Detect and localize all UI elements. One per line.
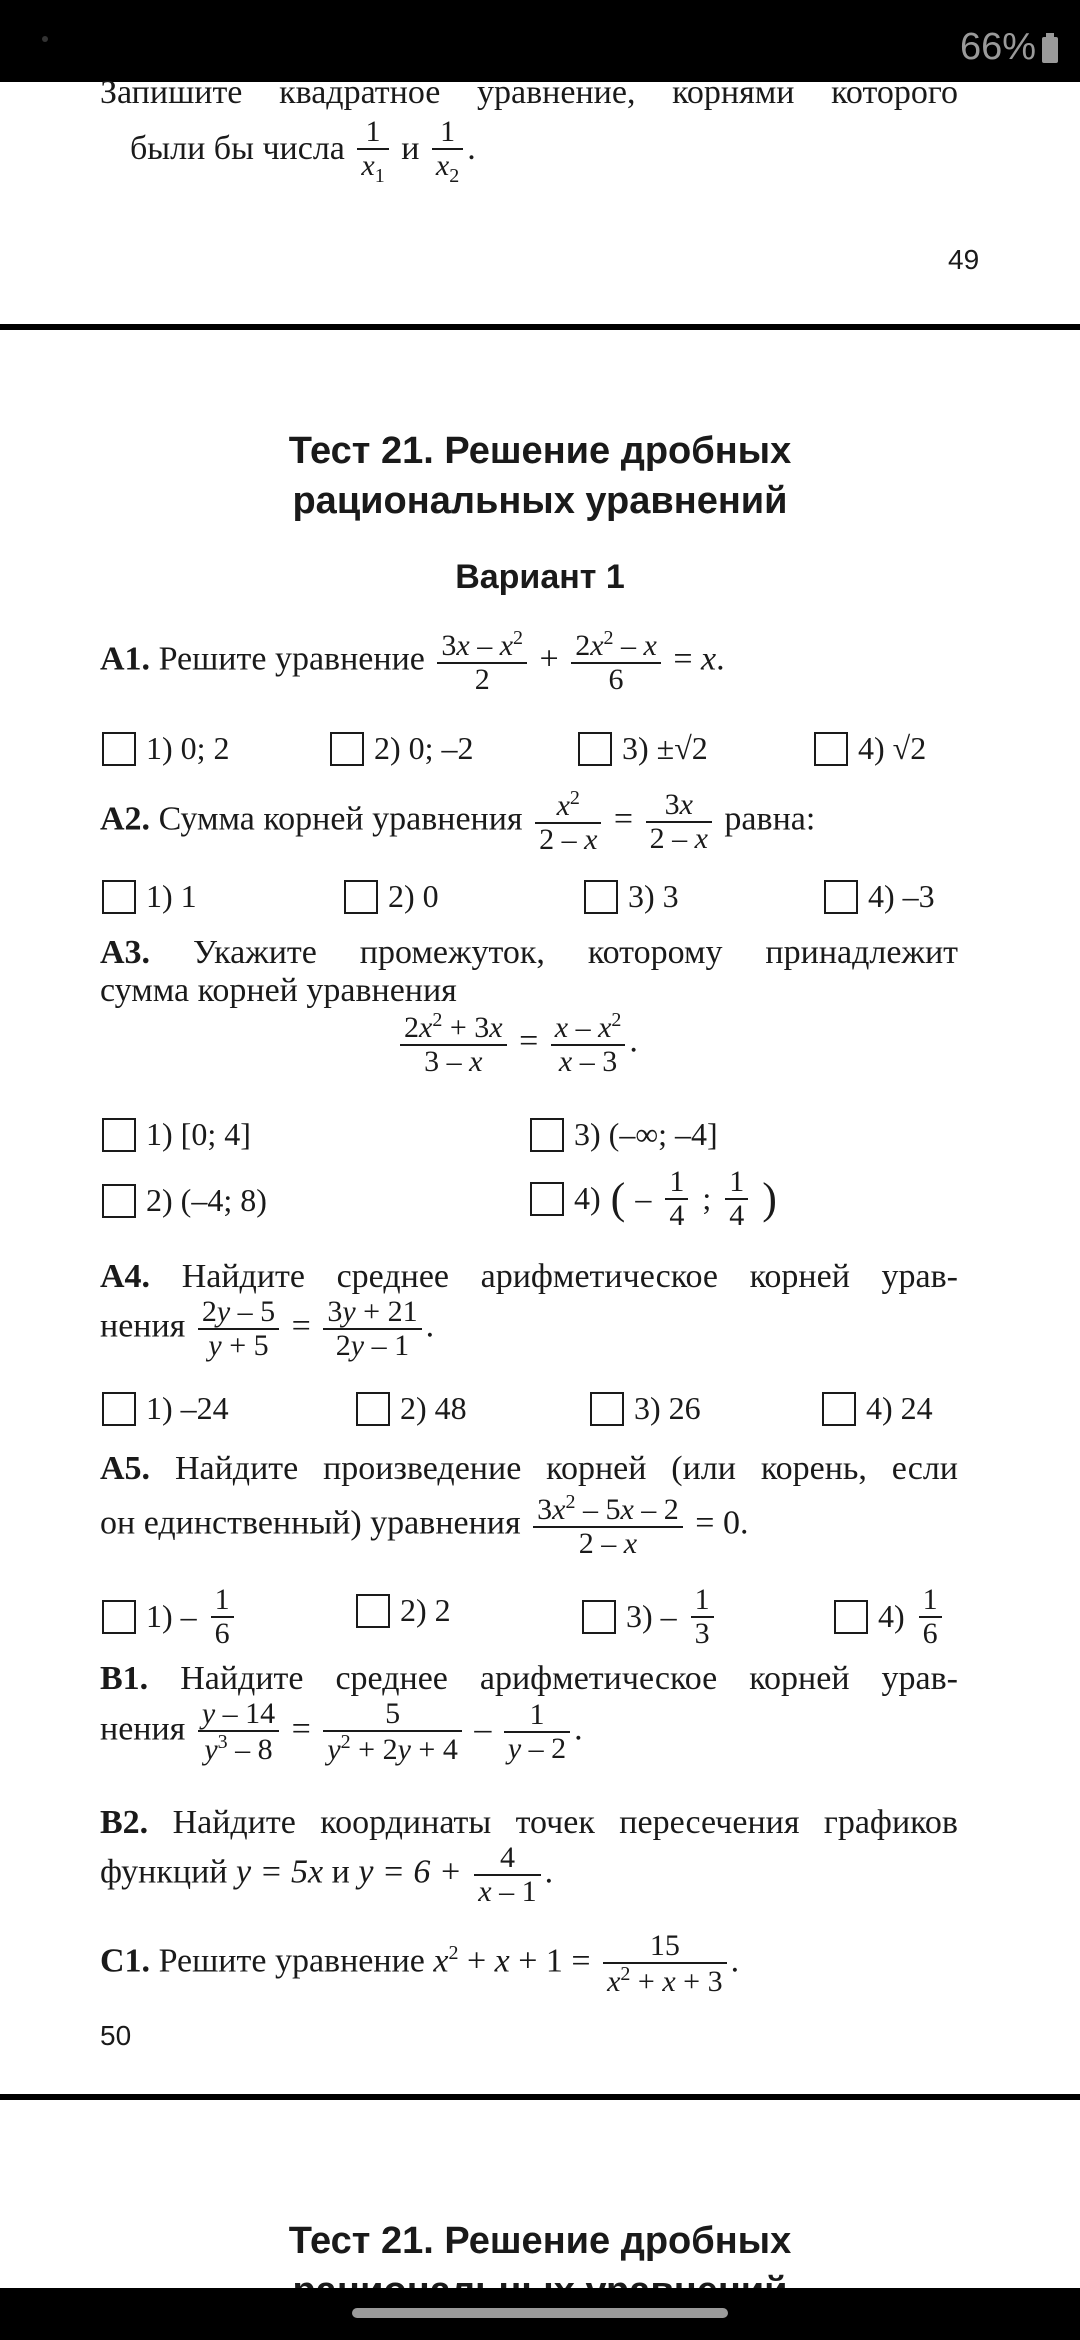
- question-b1-line1: [100, 1660, 958, 1698]
- checkbox[interactable]: [102, 1600, 136, 1634]
- checkbox[interactable]: [102, 1392, 136, 1426]
- next-title-line1: Тест 21. Решение дробных: [288, 2220, 792, 2262]
- a5-option-4[interactable]: [834, 1584, 946, 1649]
- checkbox[interactable]: [530, 1182, 564, 1216]
- a1-text: Решите уравнение: [158, 640, 425, 678]
- checkbox[interactable]: [584, 880, 618, 914]
- question-a3-line1: [100, 934, 958, 972]
- b2-line2: функций y = 5x и y = 6 + $\frac{4}{x - 1}$ .: [100, 1841, 554, 1908]
- battery-percent: 66%: [959, 26, 1036, 68]
- a5-label: А5.: [100, 1450, 151, 1487]
- a1-option-2[interactable]: [330, 730, 474, 767]
- a5-option-2-label: 2) 2: [400, 1592, 451, 1628]
- a4-line2: нения $\frac{2y - 5}{y + 5}$ = $\frac{3y + 21}{2y - 1}$ .: [100, 1295, 435, 1362]
- b1-line1: Найдите среднее арифметическое корней урав-: [180, 1660, 958, 1697]
- a3-equation: $\frac{2x^2 + 3x}{3 - x}$ = $\frac{x - x^2}{x - 3}$ .: [396, 1010, 638, 1077]
- a1-option-3[interactable]: [578, 730, 708, 767]
- checkbox[interactable]: [330, 732, 364, 766]
- b2-and: и: [331, 1853, 350, 1891]
- a4-option-1[interactable]: [102, 1390, 229, 1427]
- a2-text: Сумма корней уравнения: [158, 800, 523, 838]
- camera-dot: [42, 36, 48, 42]
- a5-option-1[interactable]: [102, 1584, 238, 1649]
- b1-fraction-1: $\frac{y - 14}{y^3 - 8}$: [198, 1698, 279, 1765]
- a3-fraction-2: $\frac{x - x^2}{x - 3}$: [551, 1010, 626, 1077]
- a1-option-2-label: 2) 0; –2: [374, 730, 474, 766]
- a5-option-3[interactable]: [582, 1584, 718, 1649]
- a4-option-4-label: 4) 24: [866, 1390, 933, 1426]
- a3-fraction-neg-quarter: $\frac{1}{4}$: [665, 1166, 688, 1231]
- navigation-bar: [0, 2288, 1080, 2340]
- battery-indicator: [960, 26, 1058, 69]
- question-a5-line1: [100, 1450, 958, 1488]
- checkbox[interactable]: [814, 732, 848, 766]
- a1-option-4-label: 4) √2: [858, 730, 927, 766]
- a3-option-1-label: 1) [0; 4]: [146, 1116, 251, 1152]
- a4-option-3-label: 3) 26: [634, 1390, 701, 1426]
- a2-option-2-label: 2) 0: [388, 878, 439, 914]
- a2-option-2[interactable]: [344, 878, 439, 915]
- page49-and: и: [401, 130, 420, 168]
- checkbox[interactable]: [344, 880, 378, 914]
- checkbox[interactable]: [822, 1392, 856, 1426]
- a1-fraction-2: $\frac{2x^2 - x}{6}$: [571, 628, 661, 695]
- a5-option-1-label: 1) –: [146, 1598, 197, 1634]
- checkbox[interactable]: [356, 1594, 390, 1628]
- b2-line2-text: функций: [100, 1853, 228, 1891]
- variant-title: Вариант 1: [455, 558, 625, 596]
- a1-option-1[interactable]: [102, 730, 230, 767]
- b2-line1: Найдите координаты точек пересечения графиков: [172, 1804, 958, 1841]
- a2-fraction-1: $\frac{x^2}{2 - x}$: [535, 788, 601, 855]
- test-title-line1: Тест 21. Решение дробных: [288, 430, 792, 472]
- b1-line2-text: нения: [100, 1710, 186, 1748]
- b1-line2: нения $\frac{y - 14}{y^3 - 8}$ = $\frac{5}{y^2 + 2y + 4}$ – $\frac{1}{y - 2}$ .: [100, 1697, 583, 1766]
- a4-option-1-label: 1) –24: [146, 1390, 229, 1426]
- checkbox[interactable]: [834, 1600, 868, 1634]
- a4-label: А4.: [100, 1258, 151, 1295]
- checkbox[interactable]: [102, 1118, 136, 1152]
- a5-option-3-label: 3) –: [626, 1598, 677, 1634]
- a3-option-2[interactable]: [102, 1182, 267, 1219]
- a3-line1: Укажите промежуток, которому принадлежит: [193, 934, 959, 971]
- a4-line1: Найдите среднее арифметическое корней урав-: [181, 1258, 958, 1295]
- a5-fraction: $\frac{3x^2 - 5x - 2}{2 - x}$: [533, 1492, 683, 1559]
- a4-option-3[interactable]: [590, 1390, 701, 1427]
- a5-fraction-pos-sixth: $\frac{1}{6}$: [919, 1584, 942, 1649]
- question-a1: А1. Решите уравнение $\frac{3x - x^2}{2}$ + $\frac{2x^2 - x}{6}$ = x.: [100, 627, 725, 696]
- checkbox[interactable]: [582, 1600, 616, 1634]
- page-49: [0, 74, 1080, 324]
- c1-fraction: $\frac{15}{x^2 + x + 3}$: [603, 1930, 727, 1997]
- b2-fraction: $\frac{4}{x - 1}$: [474, 1842, 540, 1907]
- a3-option-4-label: 4): [574, 1180, 601, 1216]
- test-title-line2: рациональных уравнений: [292, 480, 788, 522]
- a2-label: А2.: [100, 800, 151, 838]
- a2-option-1[interactable]: [102, 878, 197, 915]
- page-50: [0, 330, 1080, 2094]
- a1-option-3-label: 3) ±√2: [622, 730, 708, 766]
- a5-option-4-label: 4): [878, 1598, 905, 1634]
- a5-option-2[interactable]: [356, 1592, 451, 1629]
- a5-line2-text: он единственный) уравнения: [100, 1504, 521, 1542]
- a1-label: А1.: [100, 640, 151, 678]
- home-indicator[interactable]: [352, 2308, 728, 2318]
- checkbox[interactable]: [102, 732, 136, 766]
- page-number: 49: [948, 244, 980, 275]
- c1-text: Решите уравнение: [158, 1942, 425, 1980]
- a1-fraction-1: $\frac{3x - x^2}{2}$: [437, 628, 527, 695]
- b1-fraction-3: $\frac{1}{y - 2}$: [504, 1699, 570, 1764]
- question-a2: А2. Сумма корней уравнения $\frac{x^2}{2 - x}$ = $\frac{3x}{2 - x}$ равна:: [100, 787, 816, 856]
- checkbox[interactable]: [578, 732, 612, 766]
- question-a4-line1: [100, 1258, 958, 1296]
- b2-func1: y = 5x: [235, 1853, 324, 1891]
- a1-option-1-label: 1) 0; 2: [146, 730, 230, 766]
- checkbox[interactable]: [102, 880, 136, 914]
- a2-option-1-label: 1) 1: [146, 878, 197, 914]
- a1-option-4[interactable]: [814, 730, 926, 767]
- b2-label: В2.: [100, 1804, 149, 1841]
- a5-fraction-sixth: $\frac{1}{6}$: [211, 1584, 234, 1649]
- a2-fraction-2: $\frac{3x}{2 - x}$: [646, 789, 712, 854]
- c1-label: С1.: [100, 1942, 151, 1980]
- question-c1: С1. Решите уравнение $x^2 + x + 1$ = $\frac{15}{x^2 + x + 3}$ .: [100, 1929, 740, 1998]
- a4-option-4[interactable]: [822, 1390, 933, 1427]
- b1-fraction-2: $\frac{5}{y^2 + 2y + 4}$: [323, 1698, 462, 1765]
- a3-fraction-quarter: $\frac{1}{4}$: [725, 1166, 748, 1231]
- checkbox[interactable]: [530, 1118, 564, 1152]
- a4-line2-text: нения: [100, 1307, 186, 1345]
- a2-option-4[interactable]: [824, 878, 935, 915]
- a3-line2: сумма корней уравнения: [100, 972, 457, 1009]
- a3-option-3-label: 3) (–∞; –4]: [574, 1116, 718, 1152]
- b2-func2: y = 6 +: [358, 1853, 462, 1891]
- fraction-1-over-x2: $\frac{1}{x_2}$: [432, 116, 463, 187]
- checkbox[interactable]: [356, 1392, 390, 1426]
- checkbox[interactable]: [102, 1184, 136, 1218]
- a3-option-3[interactable]: [530, 1116, 718, 1153]
- a2-tail: равна:: [724, 800, 816, 838]
- a4-option-2[interactable]: [356, 1390, 467, 1427]
- a3-option-4[interactable]: 4) ( – $\frac{1}{4}$ ; $\frac{1}{4}$ ): [530, 1166, 777, 1231]
- a2-option-3[interactable]: [584, 878, 679, 915]
- a5-line2: он единственный) уравнения $\frac{3x^2 - 5x - 2}{2 - x}$ = 0.: [100, 1491, 749, 1560]
- a4-fraction-2: $\frac{3y + 21}{2y - 1}$: [323, 1296, 421, 1361]
- a3-fraction-1: $\frac{2x^2 + 3x}{3 - x}$: [400, 1010, 507, 1077]
- fraction-1-over-x1: $\frac{1}{x_1}$: [357, 116, 388, 187]
- page49-line1: Запишите квадратное уравнение, корнями которого: [100, 74, 958, 111]
- checkbox[interactable]: [824, 880, 858, 914]
- page49-line2: были бы числа $\frac{1}{x_1}$ и $\frac{1}{x_2}$ .: [130, 115, 476, 187]
- a5-line1: Найдите произведение корней (или корень, если: [174, 1450, 958, 1487]
- page49-line2-text: были бы числа: [130, 130, 345, 168]
- a3-label: А3.: [100, 934, 151, 971]
- page-number: 50: [100, 2020, 132, 2051]
- a4-option-2-label: 2) 48: [400, 1390, 467, 1426]
- page-next: [0, 2100, 1080, 2288]
- a3-option-1[interactable]: [102, 1116, 251, 1153]
- a3-option-2-label: 2) (–4; 8): [146, 1182, 267, 1218]
- question-b2-line1: [100, 1804, 958, 1842]
- a2-option-4-label: 4) –3: [868, 878, 935, 914]
- a5-fraction-third: $\frac{1}{3}$: [691, 1584, 714, 1649]
- a2-option-3-label: 3) 3: [628, 878, 679, 914]
- status-bar: [0, 0, 1080, 82]
- battery-icon: [1042, 33, 1058, 63]
- checkbox[interactable]: [590, 1392, 624, 1426]
- b1-label: В1.: [100, 1660, 149, 1697]
- a4-fraction-1: $\frac{2y - 5}{y + 5}$: [198, 1296, 279, 1361]
